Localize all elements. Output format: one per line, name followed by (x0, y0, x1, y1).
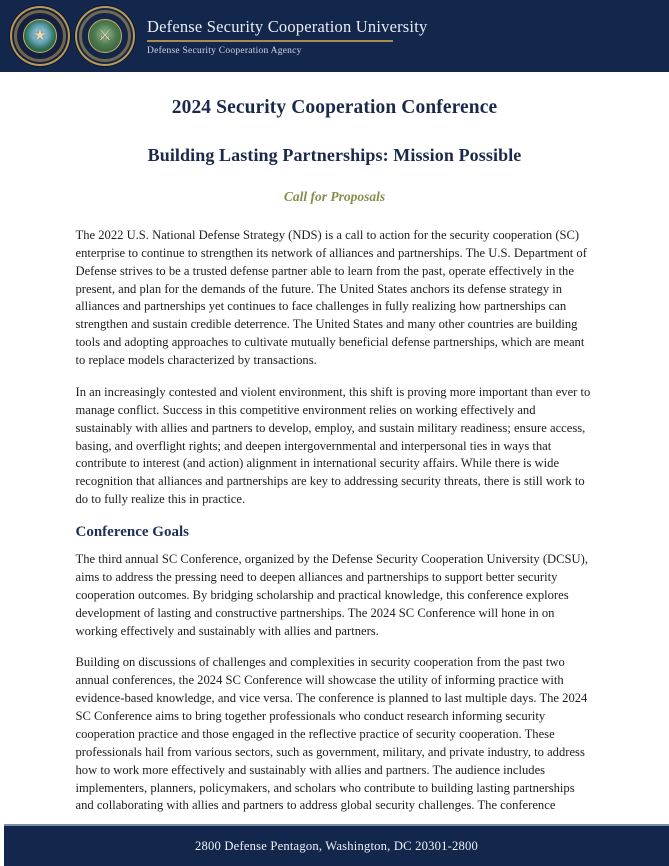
body-paragraph-3: The third annual SC Conference, organized by the Defense Security Cooperation University (DCSU), aims to address the pressing need to deepen alliances and partnerships to support better security cooperation outcomes. By bridging scholarship and practical knowledge, this conference explores development of lasting and constructive partnerships. The 2024 SC Conference will hone in on working effectively and sustainably with allies and partners. (75, 552, 588, 638)
call-for-proposals-label: Call for Proposals (283, 188, 386, 204)
site-header (0, 0, 669, 72)
conference-title: 2024 Security Cooperation Conference (171, 97, 498, 118)
globe-shield-icon: ★ (33, 27, 47, 44)
header-gold-divider (147, 40, 393, 42)
conference-theme: Building Lasting Partnerships: Mission Possible (147, 145, 522, 166)
dscu-seal-icon (75, 6, 135, 66)
document-page (0, 72, 669, 829)
document-body (76, 205, 594, 815)
site-footer (4, 824, 669, 866)
body-paragraph-4: Building on discussions of challenges and complexities in security cooperation from the past two annual conferences, the 2024 SC Conference will showcase the utility of informing practice with evidence-based knowledge, and vice versa. The conference is planned to last multiple days. The 2024 SC Conference aims to bring together professionals who conduct research informing security cooperation practice and those engaged in the reflective practice of security cooperation. These professionals hail from various sectors, such as government, military, and private industry, to address how to work more effectively and sustainably with allies and partners. The audience includes implementers, planners, policymakers, and scholars who contribute to building lasting partnerships and collaborating with allies and partners to address global security challenges. The conference (75, 655, 588, 813)
body-paragraph-1: The 2022 U.S. National Defense Strategy (NDS) is a call to action for the security cooperation (SC) enterprise to continue to strengthen its network of alliances and partnerships. The U.S. Department of Defense strives to be a trusted defense partner able to learn from the past, operate effectively in the present, and plan for the demands of the future. The United States anchors its defense strategy in alliances and partnerships yet continues to face challenges in fully realizing how partnerships can strengthen and sustain credible deterrence. The United States and many other countries are building tools and adopting approaches to cultivate mutually beneficial defense partnerships, which are meant to replace models characterized by transactions. (75, 227, 587, 368)
crossed-swords-icon: ⚔ (98, 27, 112, 44)
dsca-seal-icon (10, 6, 70, 66)
section-heading-conference-goals: Conference Goals (75, 524, 189, 541)
organization-subtitle: Defense Security Cooperation Agency (147, 45, 302, 56)
header-inner (0, 0, 427, 72)
body-paragraph-2: In an increasingly contested and violent environment, this shift is proving more important than ever to manage conflict. Success in this competitive environment relies on working effectively and sustainably with allies and partners to develop, employ, and sustain military readiness; ensure access, basing, and overflight rights; and deepen intergovernmental and interpersonal ties in ways that contribute to interest (and action) alignment in international security affairs. While there is wide recognition that alliances and partnerships are key to addressing security threats, there is still work to do to fully realize this in practice. (75, 384, 591, 507)
title-block (0, 72, 669, 205)
organization-title: Defense Security Cooperation University (147, 16, 428, 36)
header-text-block (147, 16, 427, 56)
footer-address: 2800 Defense Pentagon, Washington, DC 20301-2800 (195, 838, 478, 853)
